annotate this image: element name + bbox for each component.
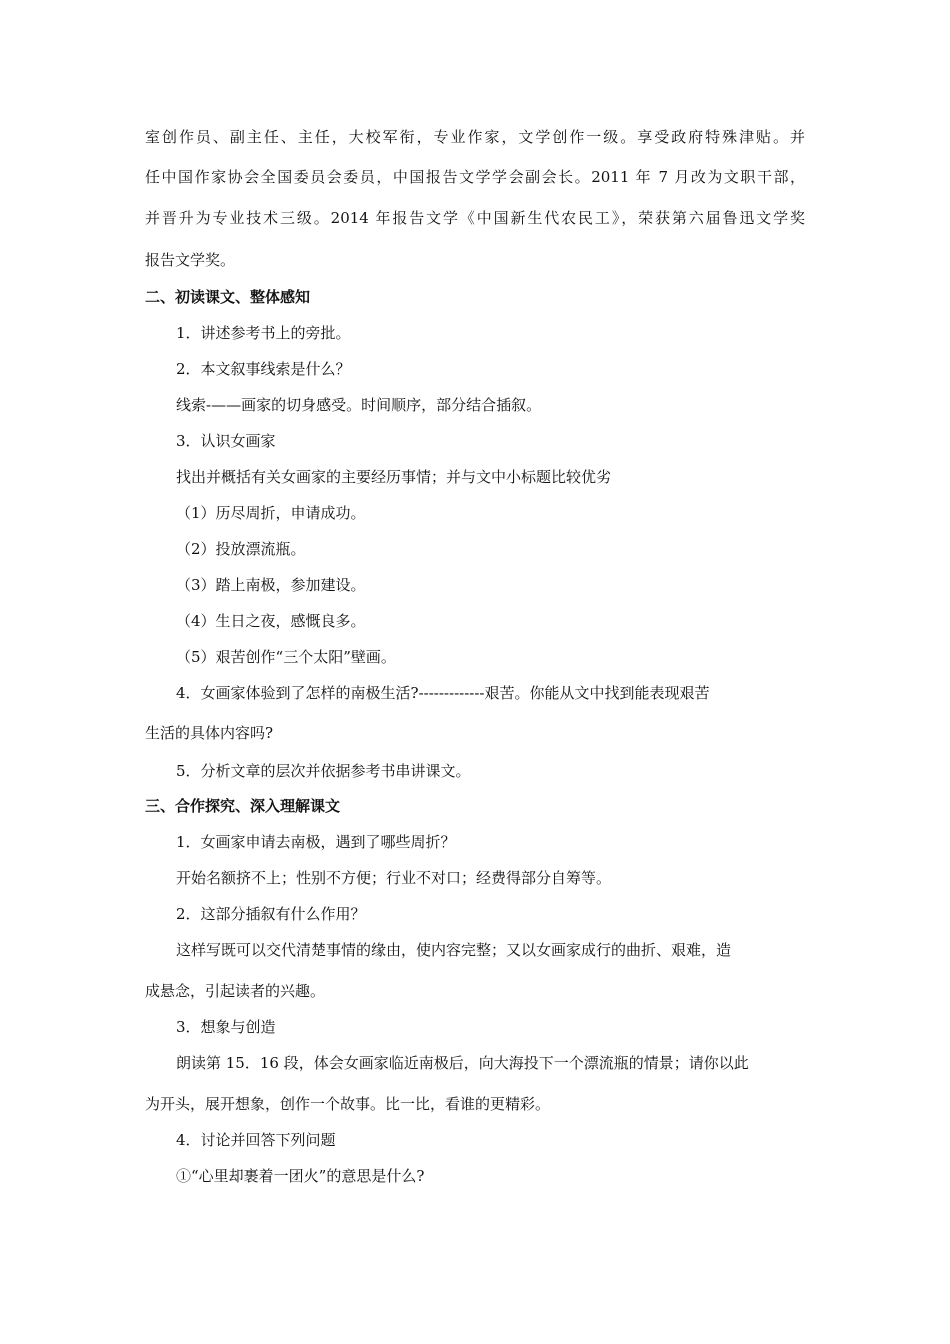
intro-line-2: 任中国作家协会全国委员会委员，中国报告文学学会副会长。2011 年 7 月改为文职干部， — [145, 168, 805, 186]
section2-item-11: 4．女画家体验到了怎样的南极生活?-------------艰苦。你能从文中找到能表现艰苦 — [176, 684, 710, 702]
section2-item-5: 找出并概括有关女画家的主要经历事情；并与文中小标题比较优劣 — [176, 468, 612, 486]
section2-item-6: （1）历尽周折，申请成功。 — [176, 504, 366, 522]
section3-item-5: 成悬念，引起读者的兴趣。 — [145, 982, 326, 1000]
section3-item-6: 3．想象与创造 — [176, 1018, 276, 1036]
section2-item-2: 2．本文叙事线索是什么？ — [176, 360, 351, 378]
section3-item-3: 2．这部分插叙有什么作用？ — [176, 905, 366, 923]
intro-line-4: 报告文学奖。 — [145, 251, 236, 269]
section2-item-8: （3）踏上南极，参加建设。 — [176, 576, 366, 594]
section2-item-7: （2）投放漂流瓶。 — [176, 540, 306, 558]
section3-item-10: ①“心里却裹着一团火”的意思是什么? — [176, 1167, 425, 1185]
section2-item-12: 生活的具体内容吗? — [145, 724, 274, 742]
section2-item-9: （4）生日之夜，感慨良多。 — [176, 612, 366, 630]
intro-line-3: 并晋升为专业技术三级。2014 年报告文学《中国新生代农民工》，荣获第六届鲁迅文学奖 — [145, 209, 805, 227]
section2-item-13: 5．分析文章的层次并依据参考书串讲课文。 — [176, 762, 471, 780]
section3-item-8: 为开头，展开想象，创作一个故事。比一比，看谁的更精彩。 — [145, 1095, 551, 1113]
intro-line-1: 室创作员、副主任、主任，大校军衔，专业作家，文学创作一级。享受政府特殊津贴。并 — [145, 128, 805, 146]
section2-item-4: 3．认识女画家 — [176, 432, 276, 450]
section3-item-7: 朗读第 15．16 段，体会女画家临近南极后，向大海投下一个漂流瓶的情景；请你以此 — [176, 1054, 749, 1072]
section-heading-2: 二、初读课文、整体感知 — [145, 288, 311, 306]
section3-item-1: 1．女画家申请去南极，遇到了哪些周折？ — [176, 833, 456, 851]
section3-item-9: 4．讨论并回答下列问题 — [176, 1131, 336, 1149]
section2-item-10: （5）艰苦创作“三个太阳”壁画。 — [176, 648, 396, 666]
section2-item-3: 线索-——画家的切身感受。时间顺序，部分结合插叙。 — [176, 396, 542, 414]
section3-item-2: 开始名额挤不上；性别不方便；行业不对口；经费得部分自筹等。 — [176, 869, 612, 887]
section-heading-3: 三、合作探究、深入理解课文 — [145, 797, 341, 815]
section2-item-1: 1．讲述参考书上的旁批。 — [176, 324, 351, 342]
section3-item-4: 这样写既可以交代清楚事情的缘由，使内容完整；又以女画家成行的曲折、艰难，造 — [176, 941, 732, 959]
